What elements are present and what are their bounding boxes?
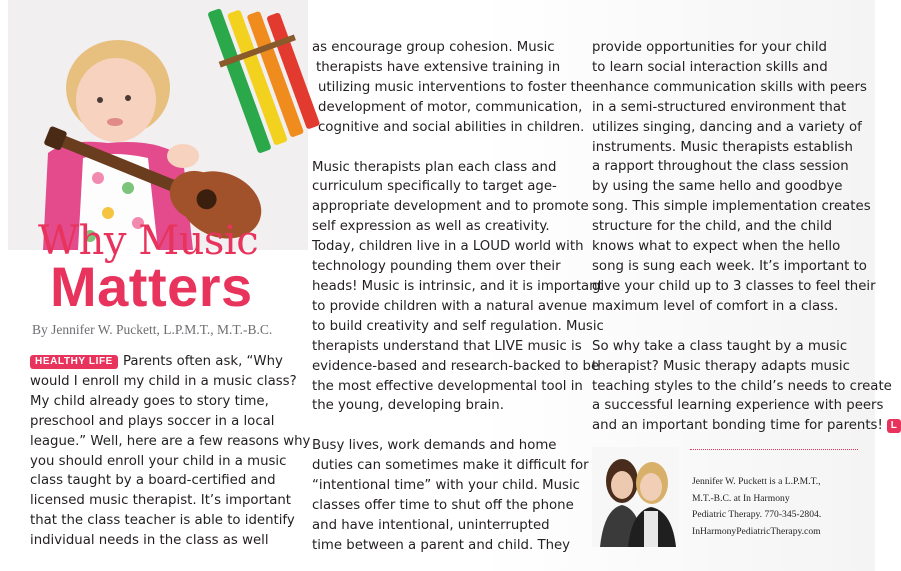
col3-p1-line: to learn social interaction skills and bbox=[592, 59, 828, 75]
col2-p3-line: “intentional time” with your child. Music bbox=[312, 478, 580, 494]
author-divider bbox=[690, 449, 858, 450]
col3-p1-line: maximum level of comfort in a class. bbox=[592, 298, 839, 314]
col2-p1-line: cognitive and social abilities in children. bbox=[318, 119, 585, 135]
col1-line: would I enroll my child in a music class? bbox=[30, 373, 297, 389]
col3-p1-line: utilizes singing, dancing and a variety of bbox=[592, 119, 862, 135]
col3-p1-line: enhance communication skills with peers bbox=[592, 79, 867, 95]
column-3 bbox=[592, 38, 901, 436]
col2-p2-line: the most effective developmental tool in bbox=[312, 378, 583, 394]
col1-line: league.” Well, here are a few reasons why bbox=[30, 433, 311, 449]
end-mark-icon: L bbox=[887, 419, 901, 433]
col2-p3-line: classes offer time to shut off the phone bbox=[312, 498, 574, 514]
col3-p1-line: instruments. Music therapists establish bbox=[592, 139, 853, 155]
col2-p1-line: as encourage group cohesion. Music bbox=[312, 40, 555, 55]
col1-line: individual needs in the class as well bbox=[30, 533, 269, 549]
author-bio-line: Pediatric Therapy. 770-345-2804. bbox=[692, 509, 822, 520]
col2-p2-line: heads! Music is intrinsic, and it is important bbox=[312, 278, 603, 294]
col1-line bbox=[30, 352, 310, 372]
author-bio-line: M.T.-B.C. at In Harmony bbox=[692, 492, 790, 504]
column-1 bbox=[30, 352, 310, 551]
col3-p1-line: knows what to expect when the hello bbox=[592, 239, 841, 255]
col2-p3-line: Busy lives, work demands and home bbox=[312, 438, 557, 454]
col3-p2-line: teaching styles to the child’s needs to create bbox=[592, 378, 892, 394]
col2-p2-line: evidence-based and research-backed to be bbox=[312, 358, 600, 374]
col2-p2-line: self expression as well as creativity. bbox=[312, 219, 550, 235]
col3-p1-line: song. This simple implementation creates bbox=[592, 199, 871, 215]
col3-p1-line: a rapport throughout the class session bbox=[592, 159, 849, 175]
child-ukulele-illustration bbox=[8, 0, 308, 250]
col2-p2-line: to provide children with a natural avenue bbox=[312, 298, 588, 314]
section-badge: HEALTHY LIFE bbox=[30, 355, 118, 369]
author-portrait-illustration bbox=[592, 447, 679, 547]
col2-p1-line: utilizing music interventions to foster the bbox=[318, 79, 593, 95]
col2-p2-line: to build creativity and self regulation. Music bbox=[312, 318, 604, 334]
col1-line: My child already goes to story time, bbox=[30, 393, 269, 409]
col2-p2-line: appropriate development and to promote bbox=[312, 199, 589, 215]
col1-line: preschool and plays soccer in a local bbox=[30, 413, 275, 429]
col3-p1-line: in a semi-structured environment that bbox=[592, 99, 847, 115]
col3-p2-line: therapist? Music therapy adapts music bbox=[592, 358, 850, 374]
col3-last-line-text: and an important bonding time for parents! bbox=[592, 418, 883, 434]
col1-line: that the class teacher is able to identify bbox=[30, 513, 295, 529]
col2-p2-line: technology pounding them over their bbox=[312, 259, 561, 275]
col2-p1-line: development of motor, communication, bbox=[318, 99, 583, 115]
col2-p2-line: the young, developing brain. bbox=[312, 398, 504, 414]
column-2 bbox=[312, 38, 604, 556]
col3-p1-line: provide opportunities for your child bbox=[592, 40, 827, 55]
col2-p2-line: therapists understand that LIVE music is bbox=[312, 338, 582, 354]
byline: By Jennifer W. Puckett, L.P.M.T., M.T.-B.C. bbox=[32, 322, 273, 337]
author-photo bbox=[592, 447, 679, 547]
col1-line: licensed music therapist. It’s important bbox=[30, 493, 291, 509]
col2-p3-line: duties can sometimes make it difficult for bbox=[312, 458, 589, 474]
col2-p2-line: Today, children live in a LOUD world with bbox=[312, 239, 584, 255]
col3-p1-line: give your child up to 3 classes to feel their bbox=[592, 278, 876, 294]
author-bio bbox=[692, 474, 821, 540]
author-bio-line: Jennifer W. Puckett is a L.P.M.T., bbox=[692, 476, 821, 487]
col2-p3-line: and have intentional, uninterrupted bbox=[312, 517, 550, 533]
col1-line-text: Parents often ask, “Why bbox=[122, 354, 283, 369]
col3-p1-line: song is sung each week. It’s important to bbox=[592, 258, 867, 274]
col3-p2-line: So why take a class taught by a music bbox=[592, 338, 848, 354]
headline-matters: Matters bbox=[50, 255, 253, 318]
col2-p1-line: therapists have extensive training in bbox=[316, 59, 561, 75]
col3-p2-line: a successful learning experience with peers bbox=[592, 398, 884, 414]
col2-p3-line: time between a parent and child. They bbox=[312, 537, 571, 553]
headline-why-music: Why Music bbox=[38, 218, 259, 264]
col2-p2-line: Music therapists plan each class and bbox=[312, 159, 557, 175]
col3-p2-line bbox=[592, 416, 901, 436]
col2-p2-line: curriculum specifically to target age- bbox=[312, 179, 557, 195]
col3-p1-line: structure for the child, and the child bbox=[592, 219, 833, 235]
col3-p1-line: by using the same hello and goodbye bbox=[592, 179, 843, 195]
hero-photo bbox=[8, 0, 308, 250]
author-bio-line: InHarmonyPediatricTherapy.com bbox=[692, 525, 821, 537]
col1-line: you should enroll your child in a music bbox=[30, 453, 287, 469]
col1-line: class taught by a board-certified and bbox=[30, 473, 276, 489]
